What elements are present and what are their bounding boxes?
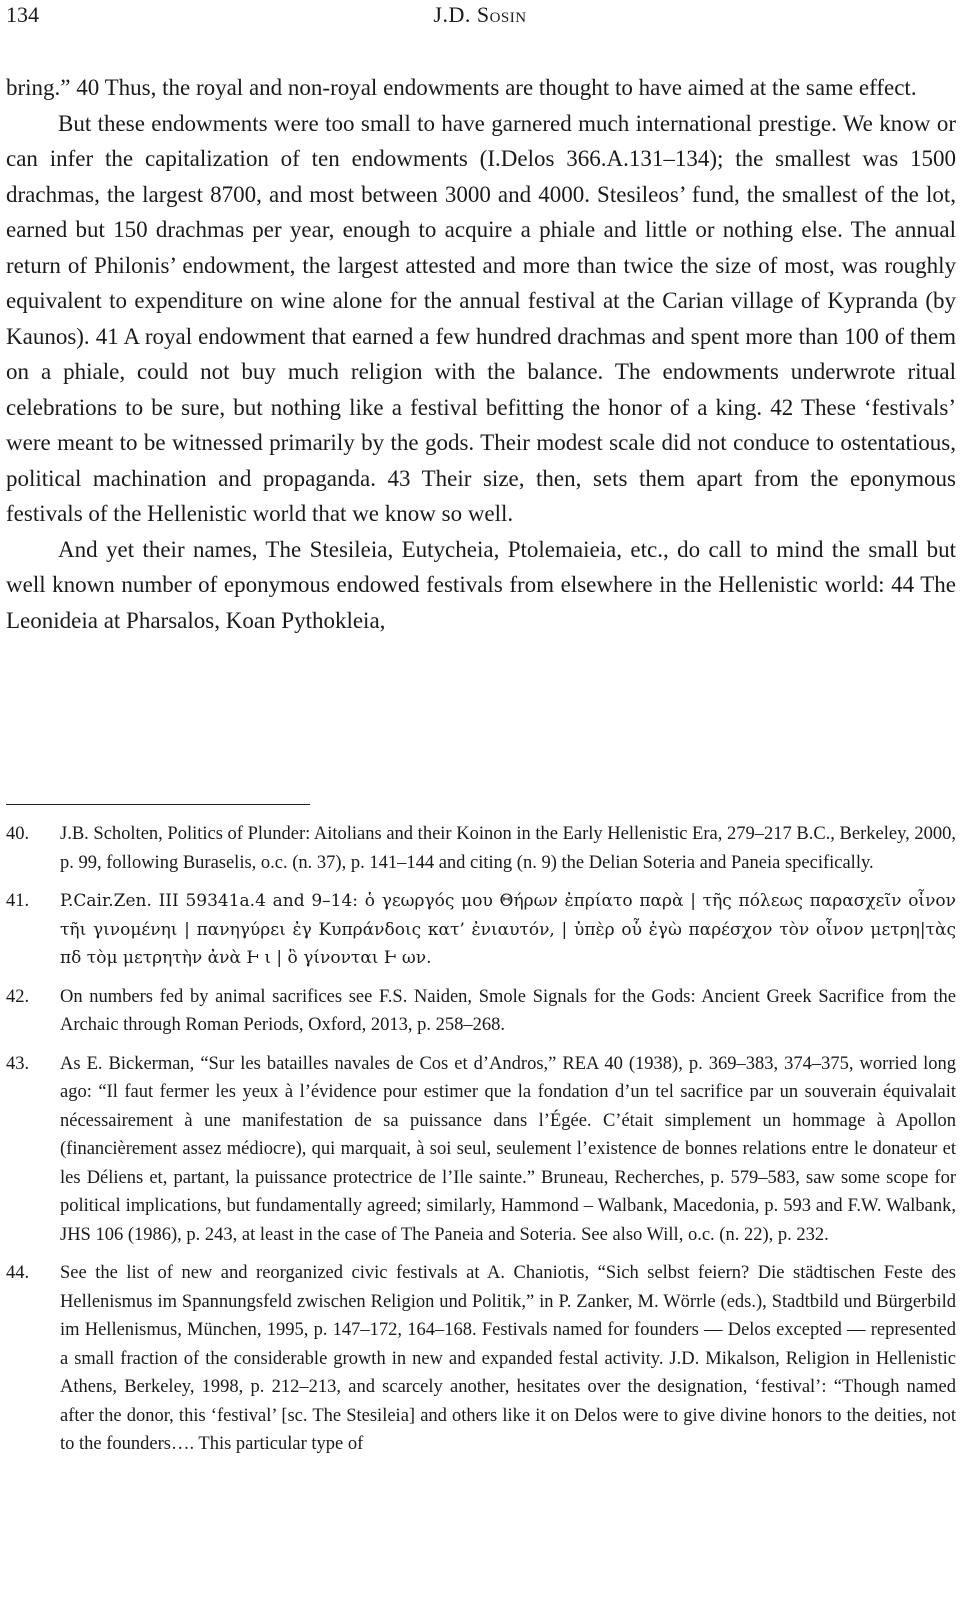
body-paragraph-3: And yet their names, The Stesileia, Eutycheia, Ptolemaieia, etc., do call to mind the small but well known number of eponymous endowed festivals from elsewhere in the Hellenistic world: 44 The Leonideia at Pharsalos, Koan Pythokleia, — [6, 536, 956, 633]
footnote-44 — [6, 1259, 956, 1459]
page-header — [0, 0, 960, 36]
page-number: 134 — [6, 2, 39, 27]
footnote-number: 41. — [6, 891, 30, 911]
footnotes — [6, 820, 956, 1469]
footnote-41 — [6, 887, 956, 973]
footnote-42 — [6, 983, 956, 1040]
running-head: J.D. Sosin — [433, 2, 527, 27]
footnote-number: 42. — [6, 986, 30, 1007]
footnote-number: 44. — [6, 1263, 30, 1283]
footnote-separator — [6, 804, 310, 805]
footnote-40 — [6, 820, 956, 877]
footnote-number: 43. — [6, 1053, 30, 1074]
body-paragraph-2: But these endowments were too small to have garnered much international prestige. We know or can infer the capitalization of ten endowments (I.Delos 366.A.131–134); the smallest was 1500 drachmas, the largest 8700, and most between 3000 and 4000. Stesileos’ fund, the smallest of the lot, earned but 150 drachmas per year, enough to acquire a phiale and little or nothing else. The annual return of Philonis’ endowment, the largest attested and more than twice the size of most, was roughly equivalent to expenditure on wine alone for the annual festival at the Carian village of Kypranda (by Kaunos). 41 A royal endowment that earned a few hundred drachmas and spent more than 100 of them on a phiale, could not buy much religion with the balance. The endowments underwrote ritual celebrations to be sure, but nothing like a festival befitting the honor of a king. 42 These ‘festivals’ were meant to be witnessed primarily by the gods. Their modest scale did not conduce to ostentatious, political machination and propaganda. 43 Their size, then, sets them apart from the eponymous festivals of the Hellenistic world that we know so well. — [6, 110, 956, 526]
footnote-text: On numbers fed by animal sacrifices see F.S. Naiden, Smole Signals for the Gods: Ancient Greek Sacrifice from the Archaic through Roman Periods, Oxford, 2013, p. 258–268. — [60, 986, 956, 1035]
footnote-text: J.B. Scholten, Politics of Plunder: Aitolians and their Koinon in the Early Hellenistic Era, 279–217 B.C., Berkeley, 2000, p. 99, following Buraselis, o.c. (n. 37), p. 141–144 and citing (n. 9) the Delian Soteria and Paneia specifically. — [60, 824, 956, 873]
footnote-text: As E. Bickerman, “Sur les batailles navales de Cos et d’Andros,” REA 40 (1938), p. 369–383, 374–375, worried long ago: “Il faut fermer les yeux à l’évidence pour estimer que la fondation d’un tel sacrifice par un souverain équivalait nécessairement à une manifestation de sa puissance dans l’Égée. C’était simplement un hommage à Apollon (financièrement assez médiocre), qui marquait, à soi seul, seulement l’existence de bonnes relations entre le donateur et les Déliens et, partant, la puissance protectrice de l’Ile sainte.” Bruneau, Recherches, p. 579–583, saw some scope for political implications, but fundamentally agreed; similarly, Hammond – Walbank, Macedonia, p. 593 and F.W. Walbank, JHS 106 (1986), p. 243, at least in the case of The Paneia and Soteria. See also Will, o.c. (n. 22), p. 232. — [60, 1053, 956, 1245]
main-text — [6, 70, 956, 638]
body-paragraph-1: bring.” 40 Thus, the royal and non-royal endowments are thought to have aimed at the same effect. — [6, 75, 917, 100]
footnote-text: P.Cair.Zen. III 59341a.4 and 9–14: ὁ γεωργός μου Θήρων ἐπρίατο παρὰ | τῆς πόλεως παρασχεῖν οἶνον τῆι γινομένηι | πανηγύρει ἐγ Κυπράνδοις κατ’ ἐνιαυτόν, | ὑπὲρ οὗ ἐγὼ παρέσχον τὸν οἶνον μετρη|τὰς πδ τὸμ μετρητὴν ἀνὰ Ͱ ι | ὃ γίνονται Ͱ ων. — [60, 891, 956, 968]
footnote-43 — [6, 1050, 956, 1250]
footnote-text: See the list of new and reorganized civic festivals at A. Chaniotis, “Sich selbst feiern? Die städtischen Feste des Hellenismus im Spannungsfeld zwischen Religion und Politik,” in P. Zanker, M. Wörrle (eds.), Stadtbild und Bürgerbild im Hellenismus, München, 1995, p. 147–172, 164–168. Festivals named for founders — Delos excepted — represented a small fraction of the considerable growth in new and expanded festal activity. J.D. Mikalson, Religion in Hellenistic Athens, Berkeley, 1998, p. 212–213, and scarcely another, hesitates over the designation, ‘festival’: “Though named after the donor, this ‘festival’ [sc. The Stesileia] and others like it on Delos were to give divine honors to the deities, not to the founders…. This particular type of — [60, 1263, 956, 1454]
footnote-number: 40. — [6, 824, 30, 844]
